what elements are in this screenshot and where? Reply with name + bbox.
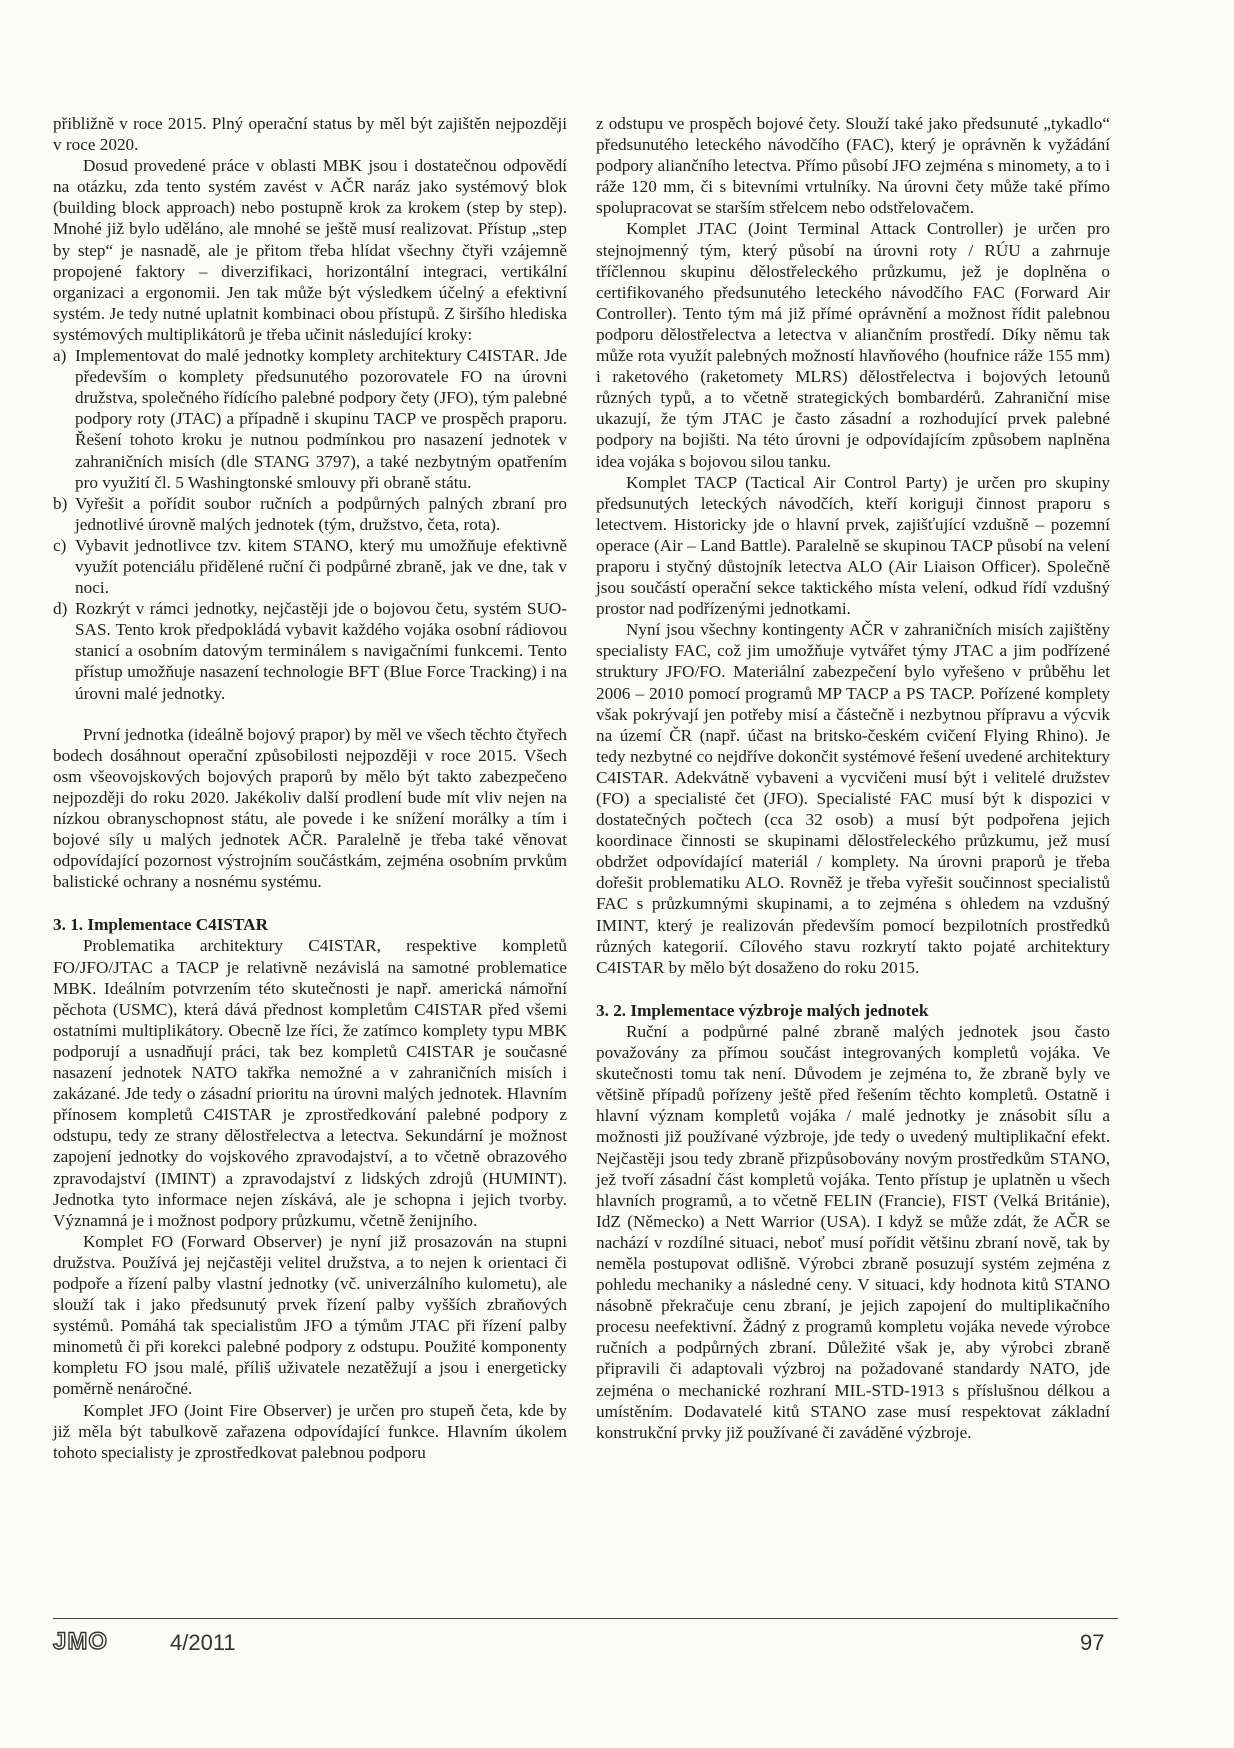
list-text: Vyřešit a pořídit soubor ručních a podpůrných palných zbraní pro jednotlivé úrovně malých jednotek (tým, družstvo, četa, rota). (75, 493, 567, 534)
paragraph: Komplet JFO (Joint Fire Observer) je určen pro stupeň četa, kde by již měla být tabulkově zařazena odpovídající funkce. Hlavním úkolem tohoto specialisty je zprostředkovat palebnou podporu (53, 1400, 567, 1462)
list-marker: a) (53, 346, 67, 366)
paragraph: z odstupu ve prospěch bojové čety. Slouží také jako předsunuté „tykadlo“ předsunutého leteckého návodčího (FAC), který je oprávněn k vyžádání podpory aliančního letectva. Přímo působí JFO zejména s minomety, a to i ráže 120 mm, či s bitevními vrtulníky. Na úrovni čety může také přímo spolupracovat se starším střelcem nebo odstřelovačem. (596, 114, 1110, 218)
footer-rule (53, 1618, 1118, 1619)
section-heading: 3. 1. Implementace C4ISTAR (53, 915, 268, 935)
list-item (53, 598, 567, 703)
left-column (53, 113, 567, 1463)
paragraph: Komplet FO (Forward Observer) je nyní již prosazován na stupni družstva. Používá jej nejčastěji velitel družstva, a to nejen k orientaci či podpoře a řízení palby vlastní jednotky (vč. univerzálního kulometu), ale slouží tak i jako předsunutý prvek řízení palby vyšších zbraňových systémů. Pomáhá tak specialistům JFO a týmům JTAC při řízení palby minometů či při korekci palebné podpory z odstupu. Použité komponenty kompletu FO jsou malé, příliš uživatele nezatěžují a jsou i energeticky poměrně nenáročné. (53, 1231, 567, 1399)
paragraph: přibližně v roce 2015. Plný operační status by měl být zajištěn nejpozději v roce 2020. (53, 114, 567, 155)
paragraph: Problematika architektury C4ISTAR, respektive kompletů FO/JFO/JTAC a TACP je relativně nezávislá na samotné problematice MBK. Ideálním potvrzením této skutečnosti je např. americká námořní pěchota (USMC), která dává přednost kompletům C4ISTAR před všemi ostatními multiplikátory. Obecně lze říci, že zatímco komplety typu MBK podporují a usnadňují práci, tak bez kompletů C4ISTAR je současné nasazení jednotek NATO takřka nemožné a v zahraničních misích i zakázané. Jde tedy o zásadní prioritu na úrovni malých jednotek. Hlavním přínosem kompletů C4ISTAR je zprostředkování palebné podpory z odstupu, tedy ze strany dělostřelectva a letectva. Sekundární je možnost zapojení jednotky do vojskového zpravodajství, a to včetně obrazového zpravodajství (IMINT) a zpravodajství z lidských zdrojů (HUMINT). Jednotka tyto informace nejen získává, ale je schopna i jejich tvorby. Významná je i možnost podpory průzkumu, včetně ženijního. (53, 936, 567, 1230)
section-heading: 3. 2. Implementace výzbroje malých jednotek (596, 1000, 929, 1020)
journal-logo: JMO (53, 1628, 109, 1655)
list-text: Rozkrýt v rámci jednotky, nejčastěji jde o bojovou četu, systém SUO-SAS. Tento krok předpokládá vybavit každého vojáka osobní rádiovou stanicí a osobním datovým terminálem s navigačními funkcemi. Tento přístup umožňuje nasazení technologie BFT (Blue Force Tracking) i na úrovni malé jednotky. (75, 599, 567, 703)
page-number: 97 (1080, 1630, 1105, 1655)
paragraph: Komplet JTAC (Joint Terminal Attack Controller) je určen pro stejnojmenný tým, který působí na úrovni roty / RÚU a zahrnuje tříčlennou skupinu dělostřeleckého průzkumu, jež je doplněna o certifikovaného předsunutého leteckého návodčího FAC (Forward Air Controller). Tento tým má již přímé oprávnění a možnost řídit palebnou podporu dělostřelectva a letectva v aliančním prostředí. Díky němu tak může rota využít palebných možností hlavňového (houfnice ráže 155 mm) i raketového (raketomety MLRS) dělostřelectva i bojových letounů různých typů, a to včetně strategických bombardérů. Zahraniční mise ukazují, že tým JTAC je často zásadní a rozhodující prvek palebné podpory na bojišti. Na této úrovni je odpovídajícím způsobem naplněna idea vojáka s bojovou silou tanku. (596, 219, 1110, 471)
paragraph: Nyní jsou všechny kontingenty AČR v zahraničních misích zajištěny specialisty FAC, což jim umožňuje vytvářet týmy JTAC a jim podřízené struktury JFO/FO. Materiální zabezpečení bylo vyřešeno v průběhu let 2006 – 2010 pomocí programů MP TACP a PS TACP. Pořízené komplety však pokrývají jen potřeby misí a částečně i nezbytnou přípravu a výcvik na území ČR (např. účast na britsko-českém cvičení Flying Rhino). Je tedy nezbytné co nejdříve dokončit systémové řešení uvedené architektury C4ISTAR. Adekvátně vybaveni a vycvičeni musí být i velitelé družstev (FO) a specialisté čet (JFO). Specialisté FAC musí být k dispozici v dostatečných počtech (cca 32 osob) a musí být podpořena jejich koordinace činnosti se skupinami dělostřeleckého průzkumu, jež musí obdržet odpovídající materiál / komplety. Na úrovni praporů je třeba dořešit problematiku ALO. Rovněž je třeba vyřešit součinnost specialistů FAC s průzkumnými skupinami, a to zejména s ohledem na vzdušný IMINT, který je realizován především pomocí bezpilotních prostředků různých kategorií. Cílového stavu rozkrytí takto pojaté architektury C4ISTAR by mělo být dosaženo do roku 2015. (596, 620, 1110, 977)
list-text: Vybavit jednotlivce tzv. kitem STANO, který mu umožňuje efektivně využít potenciálu přidělené ruční či podpůrné zbraně, jak ve dne, tak v noci. (75, 535, 567, 598)
list-item (53, 345, 567, 493)
list-item (53, 535, 567, 598)
list-marker: b) (53, 493, 68, 513)
list-marker: c) (53, 535, 67, 555)
list-text: Implementovat do malé jednotky komplety architektury C4ISTAR. Jde především o komplety předsunutého pozorovatele FO na úrovni družstva, společného řídícího palebné podpory čety (JFO), tým palebné podpory roty (JTAC) a případně i skupinu TACP ve prospěch praporu. Řešení tohoto kroku je nutnou podmínkou pro nasazení jednotek v zahraničních misích (dle STANG 3797), a také nezbytným opatřením pro využití čl. 5 Washingtonské smlouvy při obraně státu. (75, 346, 567, 492)
right-column (596, 113, 1110, 1443)
issue-number: 4/2011 (170, 1630, 236, 1655)
paragraph: Komplet TACP (Tactical Air Control Party) je určen pro skupiny předsunutých leteckých návodčích, kteří koriguji činnost praporu s letectvem. Historicky jde o hlavní prvek, zajišťující vzdušně – pozemní operace (Air – Land Battle). Paralelně se skupinou TACP působí na velení praporu i styčný důstojník letectva ALO (Air Liaison Officer). Společně jsou součástí operační sekce taktického místa velení, odkud řídí vzdušný prostor nad podřízenými jednotkami. (596, 472, 1110, 619)
paragraph: První jednotka (ideálně bojový prapor) by měl ve všech těchto čtyřech bodech dosáhnout operační způsobilosti nejpozději v roce 2015. Všech osm všeovojskových bojových praporů by mělo být takto zabezpečeno nejpozději do roku 2020. Jakékoliv další prodlení bude mít vliv nejen na nízkou obranyschopnost státu, ale povede i ke snížení morálky a tím i bojové síly u malých jednotek AČR. Paralelně je třeba také věnovat odpovídající pozornost výstrojním součástkám, zejména osobním prvkům balistické ochrany a nosnému systému. (53, 724, 567, 892)
list-marker: d) (53, 599, 68, 619)
paragraph: Dosud provedené práce v oblasti MBK jsou i dostatečnou odpovědí na otázku, zda tento systém zavést v AČR naráz jako systémový blok (building block approach) nebo postupně krok za krokem (step by step). Mnohé již bylo uděláno, ale mnohé se ještě musí realizovat. Přístup „step by step“ je nasnadě, ale je přitom třeba hlídat všechny čtyři vzájemně propojené faktory – diverzifikaci, horizontální integraci, vertikální organizaci a ergonomii. Jen tak může být výsledkem účelný a efektivní systém. Je tedy nutné uplatnit kombinaci obou přístupů. Z širšího hlediska systémových multiplikátorů je třeba učinit následující kroky: (53, 156, 567, 344)
paragraph: Ruční a podpůrné palné zbraně malých jednotek jsou často považovány za přímou součást integrovaných kompletů vojáka. Ve skutečnosti tomu tak není. Důvodem je zejména to, že zbraně byly ve většině případů pořízeny ještě před řešením těchto kompletů. Ostatně i hlavní význam kompletů vojáka / malé jednotky je znásobit sílu a možnosti již používané výzbroje, jde tedy o uvedený multiplikační efekt. Nejčastěji jsou tedy zbraně přizpůsobovány novým prostředkům STANO, jež tvoří zásadní část kompletů vojáka. Tento přístup je uplatněn u všech hlavních programů, a to včetně FELIN (Francie), FIST (Velká Británie), IdZ (Německo) a Nett Warrior (USA). I když se může zdát, že AČR se nachází v rozdílné situaci, neboť musí pořídit většinu zbraní nově, tak by neměla postupovat odlišně. Výrobci zbraně posuzují systém zejména z pohledu mechaniky a následné ceny. V situaci, kdy hodnota kitů STANO násobně překračuje cenu zbraní, je jejich zapojení do multiplikačního procesu neefektivní. Žádný z programů kompletu vojáka nevede výrobce ručních a podpůrných zbraní. Důležité však je, aby výrobci zbraně připravili či adaptovali výzbroj na požadované standardy NATO, jde zejména o mechanické rozhraní MIL-STD-1913 s příslušnou délkou a umístěním. Dodavatelé kitů STANO zase musí respektovat základní konstrukční prvky již používané či zaváděné výzbroje. (596, 1021, 1110, 1442)
list-item (53, 493, 567, 535)
